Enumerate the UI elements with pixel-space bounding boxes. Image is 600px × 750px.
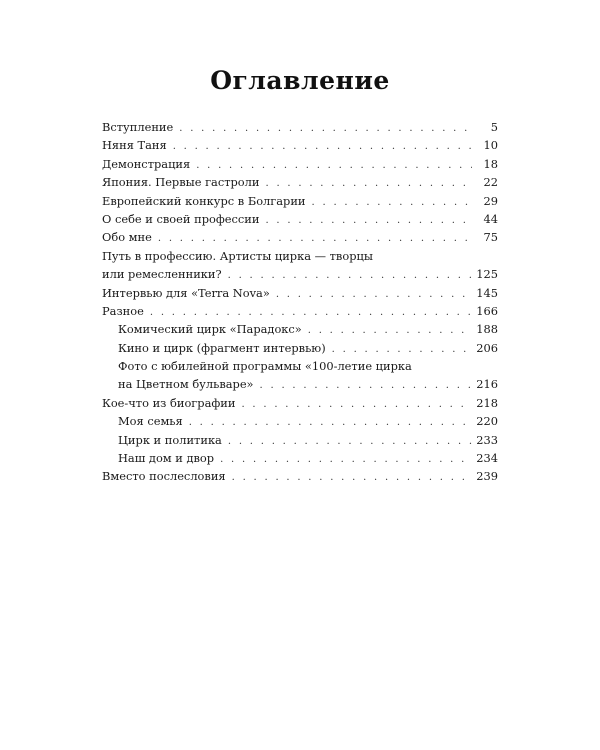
toc-page-number: 5 — [490, 120, 498, 134]
toc-page-number: 206 — [476, 340, 498, 355]
toc-page-number: 145 — [476, 285, 498, 300]
toc-subentry[interactable] — [102, 431, 498, 449]
toc-entry[interactable] — [102, 467, 498, 485]
toc-page-number: 234 — [476, 451, 498, 466]
toc-page-number: 233 — [476, 432, 498, 447]
toc-entry-row — [102, 467, 498, 485]
toc-entry-row — [102, 192, 498, 210]
toc-entry-title: Демонстрация — [102, 156, 191, 171]
toc-entry-row — [118, 320, 498, 338]
toc-entry-row — [102, 155, 498, 173]
toc-entry-title: Наш дом и двор — [118, 451, 215, 466]
toc-entry-title: или ремесленники? — [102, 267, 222, 282]
toc-entry-row — [118, 449, 498, 467]
toc-entry-row — [118, 375, 498, 393]
toc-page-number: 188 — [476, 322, 498, 337]
toc-entry-row — [102, 118, 498, 136]
toc-page-number: 166 — [476, 303, 498, 318]
toc-subentry[interactable] — [102, 357, 498, 394]
toc-entry[interactable] — [102, 302, 498, 320]
toc-entry-title: Обо мне — [102, 230, 152, 245]
toc-page-number: 29 — [483, 193, 498, 208]
toc-entry-title: Цирк и политика — [118, 432, 222, 447]
toc-page-number: 18 — [483, 156, 498, 171]
toc-entry-title: Интервью для «Terra Nova» — [102, 285, 270, 300]
toc-page-number: 75 — [483, 230, 498, 245]
dot-leader — [232, 469, 472, 487]
page-title: Оглавление — [210, 66, 390, 95]
toc-page-number: 239 — [476, 469, 498, 484]
toc-entry-title: Комический цирк «Парадокс» — [118, 322, 302, 337]
toc-page-number: 218 — [476, 395, 498, 410]
toc-entry-row — [102, 228, 498, 246]
toc-entry-title: Няня Таня — [102, 138, 167, 153]
toc-entry-row — [118, 431, 498, 449]
toc-entry-row — [102, 265, 498, 283]
toc-page-number: 22 — [483, 175, 498, 190]
toc-subentry[interactable] — [102, 412, 498, 430]
toc-entry-title: Европейский конкурс в Болгарии — [102, 193, 306, 208]
toc-entry[interactable] — [102, 247, 498, 284]
toc-entry-title: Разное — [102, 303, 144, 318]
toc-page-number: 44 — [483, 211, 498, 226]
toc-entry[interactable] — [102, 192, 498, 210]
toc-entry-title: Кино и цирк (фрагмент интервью) — [118, 340, 326, 355]
toc-entry[interactable] — [102, 118, 498, 136]
toc-entry-title: Япония. Первые гастроли — [102, 175, 260, 190]
toc-entry-title: Вступление — [102, 120, 174, 134]
toc-entry-row — [102, 210, 498, 228]
toc-entry[interactable] — [102, 394, 498, 412]
toc-subentry[interactable] — [102, 449, 498, 467]
toc-page-number: 220 — [476, 414, 498, 429]
toc-entry-row — [102, 394, 498, 412]
toc-entry[interactable] — [102, 284, 498, 302]
toc-entry-row — [102, 136, 498, 154]
toc-page-number: 10 — [483, 138, 498, 153]
table-of-contents — [102, 118, 498, 486]
toc-entry-row — [102, 173, 498, 191]
toc-entry-row — [102, 284, 498, 302]
toc-entry-title: Кое-что из биографии — [102, 395, 236, 410]
toc-entry-title: О себе и своей профессии — [102, 211, 260, 226]
toc-entry[interactable] — [102, 210, 498, 228]
toc-page-number: 216 — [476, 377, 498, 392]
toc-entry-title: Моя семья — [118, 414, 183, 429]
toc-entry-title: Вместо послесловия — [102, 469, 226, 484]
toc-entry[interactable] — [102, 173, 498, 191]
toc-entry-title-line: Путь в профессию. Артисты цирка — творцы — [102, 248, 373, 263]
toc-entry-row — [118, 339, 498, 357]
toc-subentry[interactable] — [102, 339, 498, 357]
toc-entry[interactable] — [102, 136, 498, 154]
toc-entry[interactable] — [102, 228, 498, 246]
toc-page-number: 125 — [476, 267, 498, 282]
toc-entry-row — [102, 302, 498, 320]
toc-entry-row — [118, 412, 498, 430]
toc-entry[interactable] — [102, 155, 498, 173]
toc-entry-title-line: Фото с юбилейной программы «100-летие цирка — [118, 359, 412, 374]
toc-entry-title: на Цветном бульваре» — [118, 377, 254, 392]
toc-subentry[interactable] — [102, 320, 498, 338]
